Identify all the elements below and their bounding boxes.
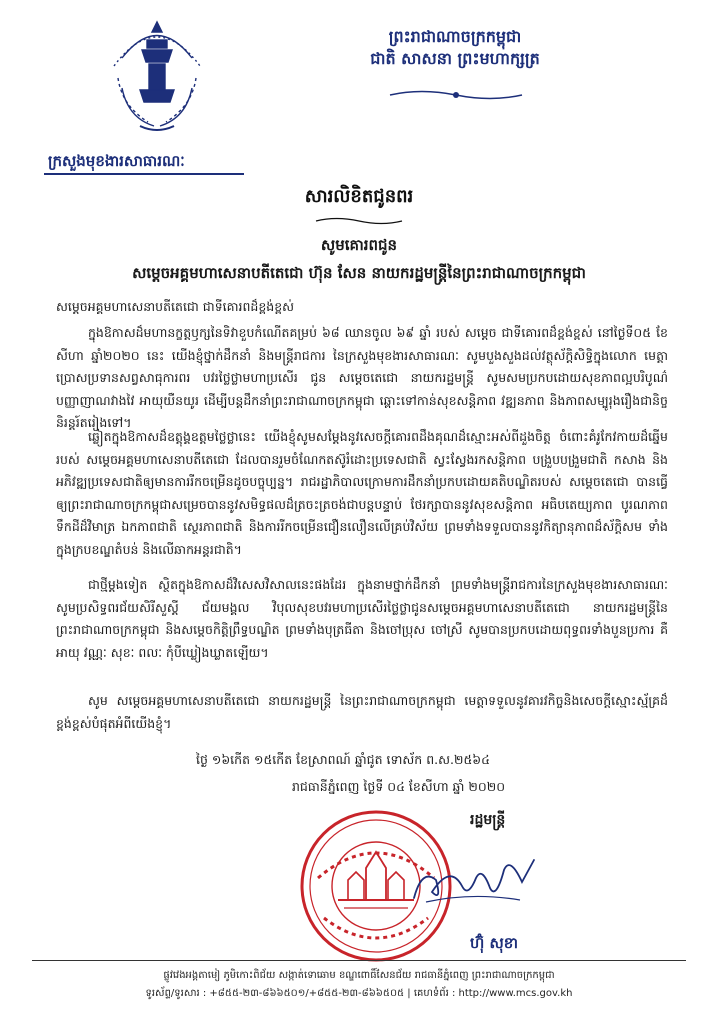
- signer-title: រដ្ឋមន្ត្រី: [470, 812, 506, 828]
- body-paragraph-1: ក្នុងឱកាសដ៏មហានក្ខត្តឫក្សនៃទិវាខួបកំណើតគម្រប់ ៦៨ ឈានចូល ៦៩ ឆ្នាំ របស់ សម្តេច ជាទីគោរពដ៏ខ្ពង់ខ្ពស់ នៅថ្ងៃទី០៥ ខែសីហា ឆ្នាំ២០២០ នេះ យើងខ្ញុំថ្នាក់ដឹកនាំ និងមន្ត្រីរាជការ នៃក្រសួងមុខងារសាធារណៈ សូមបួងសួងដល់វត្ថុស័ក្តិសិទ្ធិក្នុងលោក មេត្តាប្រោសប្រទានសព្វសាធុការពរ បវរថ្លៃថ្លាមហាប្រសើរ ជូន សម្តេចតេជោ នាយករដ្ឋមន្ត្រី សូមសមប្រកបដោយសុខភាពល្អបរិបូណ៌ បញ្ញាញាណវាងវៃ អាយុយឺនយូរ ដើម្បីបន្តដឹកនាំព្រះរាជាណាចក្រកម្ពុជា ឆ្ពោះទៅកាន់សុខសន្តិភាព វឌ្ឍនភាព និងភាពសម្បូរុងរឿងជានិច្ចនិរន្តរ៍តរៀងទៅ។: [56, 325, 668, 430]
- ministry-emblem-logo: [92, 18, 222, 138]
- body-paragraph-4: សូម សម្តេចអគ្គមហាសេនាបតីតេជោ នាយករដ្ឋមន្ត្រី នៃព្រះរាជាណាចក្រកម្ពុជា មេត្តាទទួលនូវគារវកិច្ចនិងសេចក្តីស្មោះស្ម័គ្រដ៏ខ្ពង់ខ្ពស់បំផុតអំពីយើងខ្ញុំ។: [56, 693, 668, 731]
- national-motto: ជាតិ សាសនា ព្រះមហាក្សត្រ: [370, 49, 540, 68]
- kingdom-name: ព្រះរាជាណាចក្រកម្ពុជា: [388, 27, 522, 46]
- kingdom-header: [330, 26, 580, 70]
- salutation: សម្តេចអគ្គមហាសេនាបតីតេជោ ជាទីគោរពដ៏ខ្ពង់ខ្ពស់: [56, 299, 295, 314]
- body-paragraph-3: ជាថ្មីម្តងទៀត ស្ថិតក្នុងឱកាសដ៏វិសេសវិសាលនេះផងដែរ ក្នុងនាមថ្នាក់ដឹកនាំ ព្រមទាំងមន្ត្រីរាជការនៃក្រសួងមុខងារសាធារណៈ សូមប្រសិទ្ធពរជ័យសិរីសួស្តី ជ័យមង្គល វិបុលសុខបវរមហាប្រសើរថ្លៃថ្លាជូនសម្តេចអគ្គមហាសេនាបតីតេជោ នាយករដ្ឋមន្ត្រីនៃព្រះរាជាណាចក្រកម្ពុជា និងសម្តេចកិត្តិព្រឹទ្ធបណ្ឌិត ព្រមទាំងបុត្រធីតា និងចៅប្រុស ចៅស្រី សូមបានប្រកបដោយពុទ្ធពរទាំងបួនប្រការ គឺអាយុ វណ្ណៈ សុខៈ ពលៈ កុំបីឃ្លៀងឃ្លាតឡើយ។: [56, 577, 668, 660]
- ministry-name: ក្រសួងមុខងារសាធារណៈ: [48, 152, 185, 170]
- addressee-greeting: សូមគោរពជូន: [320, 236, 398, 254]
- place-and-date: រាជធានីភ្នំពេញ ថ្ងៃទី ០៤ ខែសីហា ឆ្នាំ ២០២០: [292, 779, 506, 794]
- motto-ornament: [386, 88, 526, 102]
- footer-address: ផ្លូវវេងអង្គតាមៀ ភូមិកោះពិជ័យ សង្កាត់ទោឆោម ខណ្ឌពោធិ៍សែនជ័យ រាជធានីភ្នំពេញ ព្រះរាជាណាចក្រកម្ពុជា: [163, 970, 555, 981]
- title-ornament: [314, 216, 404, 226]
- lunar-date: ថ្ងៃ ១៦កើត ១៥កើត ខែស្រាពណ៍ ឆ្នាំជូត ទោស័ក ព.ស.២៥៦៤: [196, 752, 490, 767]
- footer-contact: ទូរស័ព្ទ/ទូរសារ : +៨៥៥-២៣-៨៦៦៥០១/+៨៥៥-២៣-៨៦៦៥០៥ | គេហទំព័រ : http://www.mcs.gov.kh: [145, 988, 573, 999]
- body-paragraph-2: ឆ្លៀតក្នុងឱកាសដ៏ឧត្តុង្គឧត្តមថ្លៃថ្លានេះ យើងខ្ញុំសូមសម្តែងនូវសេចក្តីគោរពដឹងគុណដ៏ស្មោះអស់ពីដួងចិត្ត ចំពោះគំរូកែវកាយដ៏ឆ្នើមរបស់ សម្តេចអគ្គមហាសេនាបតីតេជោ ដែលបានរួមចំណែកតស៊ូរំដោះប្រទេសជាតិ ស្វះស្វែងរកសន្តិភាព បង្រួបបង្រួមជាតិ កសាង និងអភិវឌ្ឍប្រទេសជាតិឲ្យមានការរីកចម្រើនដូចបច្ចុប្បន្ន។ រាជរដ្ឋាភិបាលក្រោមការដឹកនាំប្រកបដោយគតិបណ្ឌិតរបស់ សម្តេចតេជោ បានធ្វើឲ្យព្រះរាជាណាចក្រកម្ពុជាសម្រេចបាននូវសមិទ្ធផលដ៏ត្រចះត្រចង់ជាបន្តបន្ទាប់ ថែរក្សាបាននូវសុខសន្តិភាព អធិបតេយ្យភាព បូរណភាពទឹកដីដ៏វិមាត្រ ឯកភាពជាតិ ស្ថេរភាពជាតិ និងការរីកចម្រើនជឿនលឿនលើគ្រប់វិស័យ ព្រមទាំងទទួលបាននូវកិត្យានុភាពដ៏ស័ក្តិសម ទាំងក្នុងក្របខណ្ឌតំបន់ និងលើឆាកអន្តរជាតិ។: [56, 429, 668, 557]
- footer-divider: [32, 960, 686, 961]
- addressee-name: សម្តេចអគ្គមហាសេនាបតីតេជោ ហ៊ុន សែន នាយករដ្ឋមន្ត្រីនៃព្រះរាជាណាចក្រកម្ពុជា: [132, 264, 586, 282]
- handwritten-signature: [392, 840, 542, 920]
- ministry-name-underline: [44, 173, 244, 175]
- signer-name: ហ៊ុំ សុខា: [470, 934, 519, 952]
- letter-title: សារលិខិតជូនពរ: [304, 186, 414, 207]
